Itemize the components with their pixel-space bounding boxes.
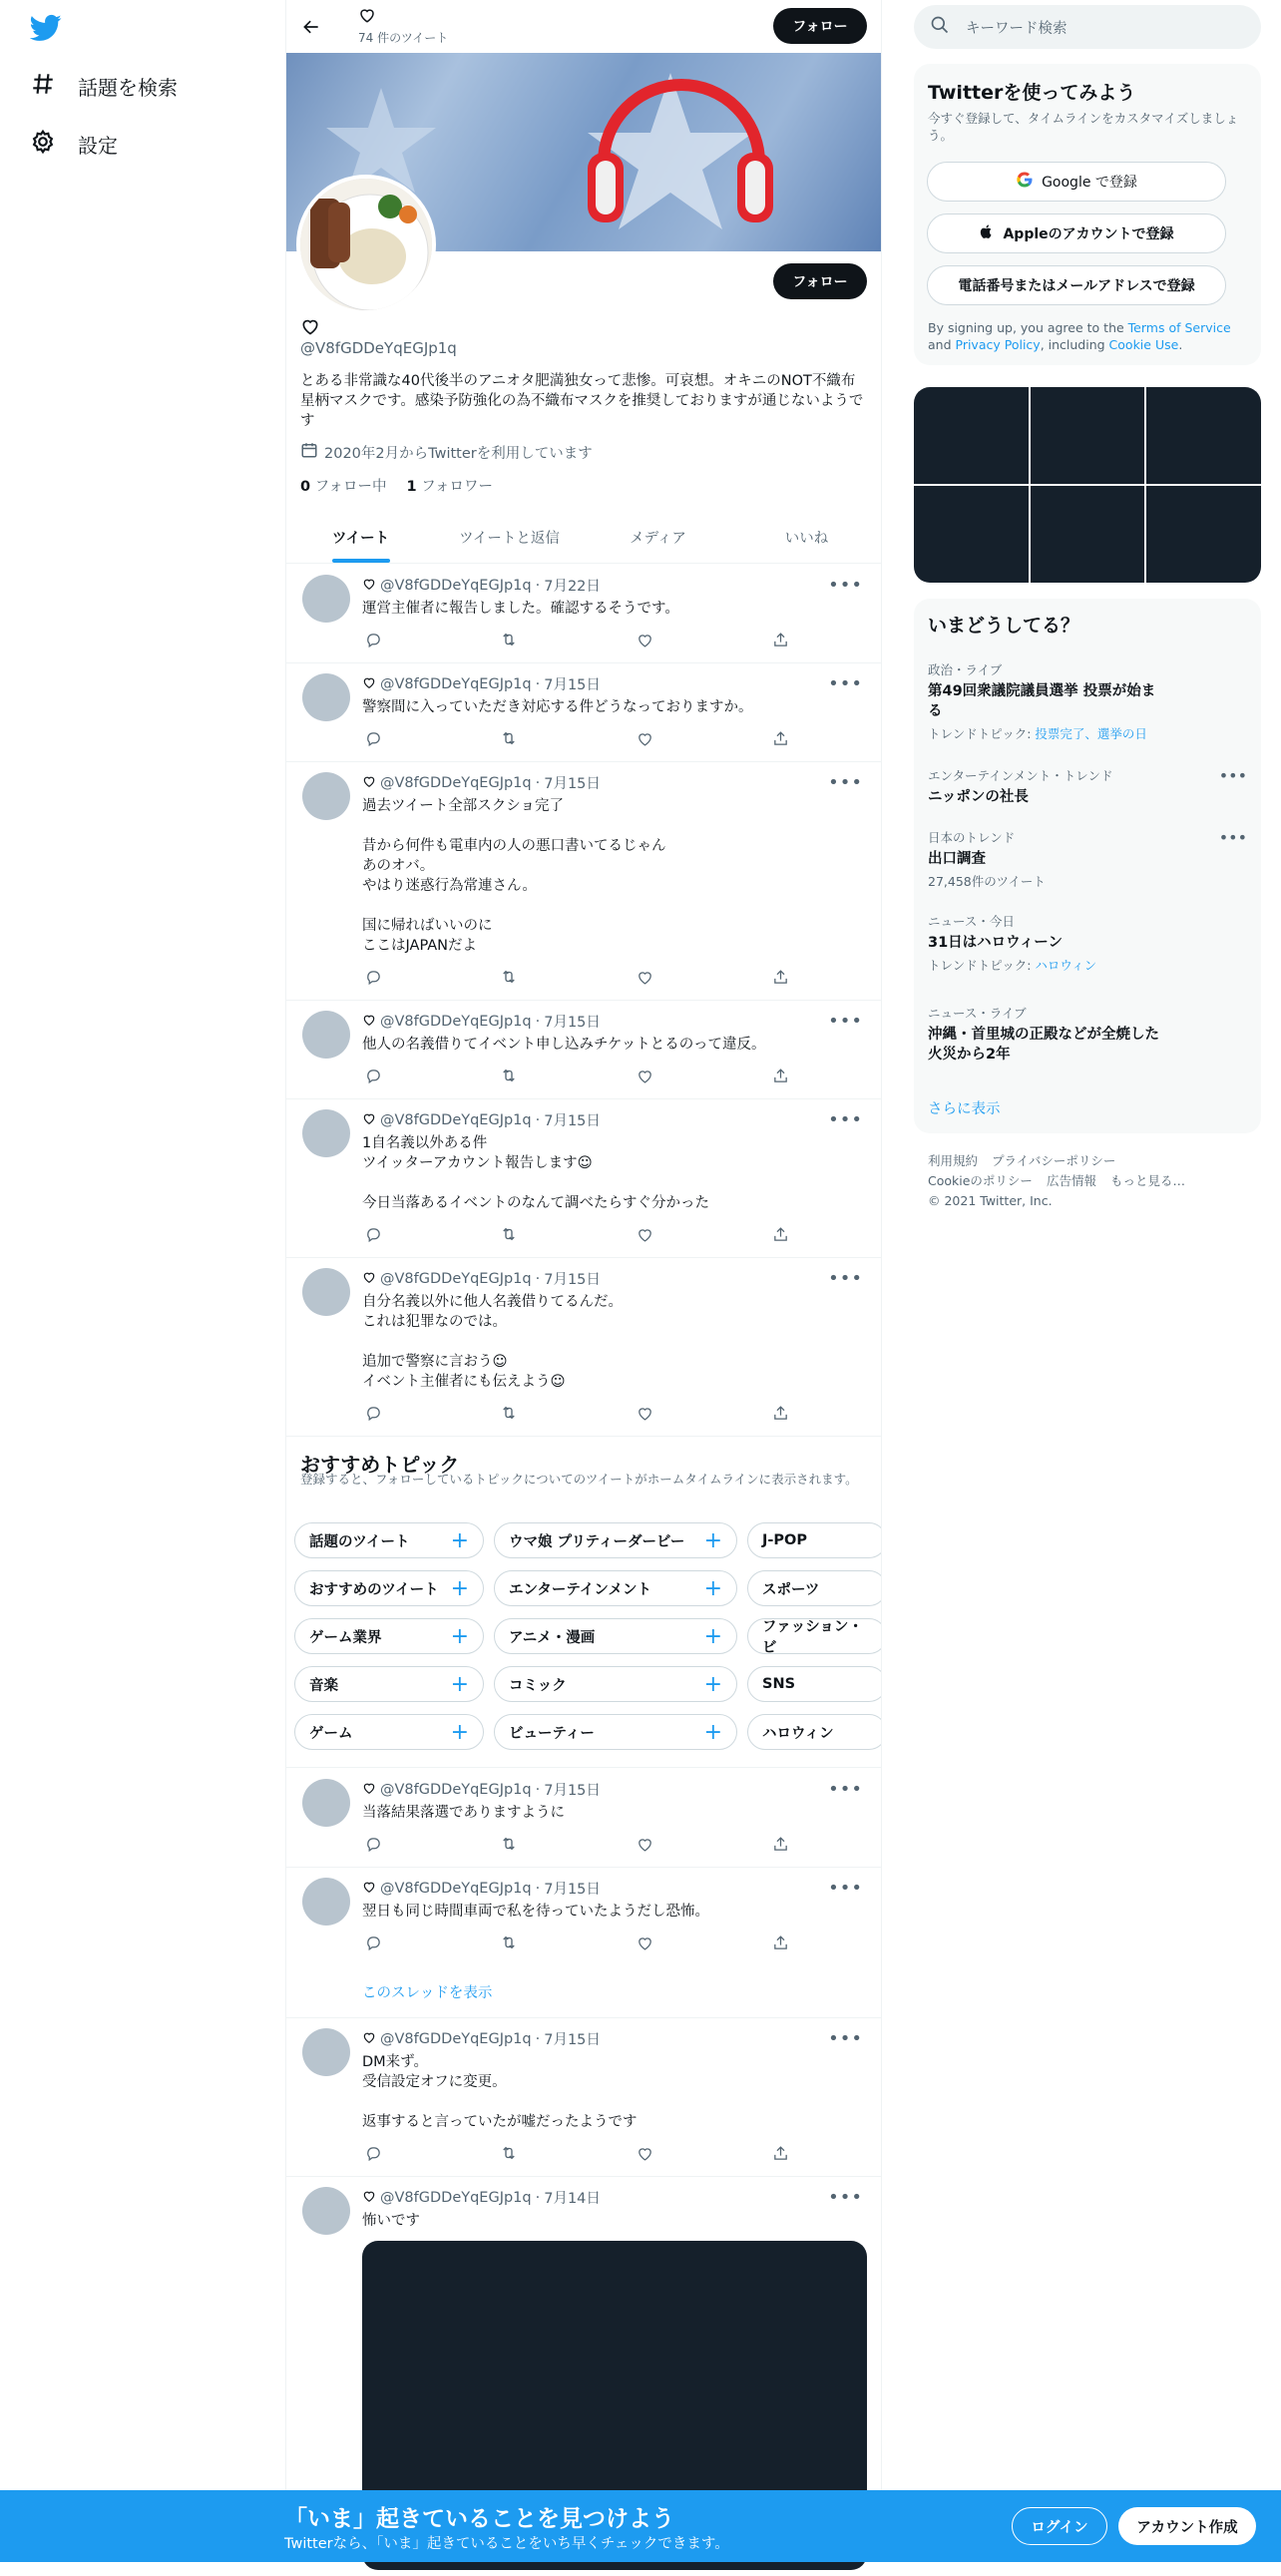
main-column: [285, 0, 882, 2562]
profile-handle: @V8fGDDeYqEGJp1q: [300, 339, 457, 357]
tweet[interactable]: [286, 762, 881, 1001]
tweet-text: 怖いです: [362, 2213, 420, 2229]
like-icon[interactable]: [634, 1402, 655, 1424]
tab-media[interactable]: メディア: [630, 530, 686, 547]
google-signup-label: Google で登録: [1042, 175, 1137, 191]
retweet-icon[interactable]: [498, 1065, 520, 1086]
retweet-icon[interactable]: [498, 1932, 520, 1953]
hashtag-icon: [30, 71, 56, 102]
topic-chip[interactable]: [747, 1714, 881, 1750]
back-arrow-icon[interactable]: [296, 12, 326, 42]
avatar[interactable]: [302, 1878, 350, 1926]
trends-title: いまどうしてる？: [928, 615, 1080, 637]
heart-name-icon: [362, 2189, 376, 2207]
gear-icon: [30, 129, 56, 160]
footer-link[interactable]: もっと見る…: [1109, 1173, 1185, 1188]
plus-icon[interactable]: +: [450, 1527, 469, 1553]
trends-card: [914, 599, 1261, 1133]
share-icon[interactable]: [769, 966, 791, 988]
tweet[interactable]: [286, 1099, 881, 1258]
tweet-date[interactable]: 7月15日: [544, 1272, 601, 1288]
nav-settings-label: 設定: [78, 133, 118, 158]
following-link[interactable]: 0 フォロー中: [300, 479, 387, 495]
avatar[interactable]: [302, 2028, 350, 2076]
more-icon[interactable]: •••: [828, 2028, 863, 2049]
topic-chip[interactable]: [294, 1570, 484, 1606]
tweet-date[interactable]: 7月14日: [544, 2191, 601, 2207]
topic-label: 音楽: [309, 1677, 338, 1694]
topic-chip[interactable]: [494, 1522, 737, 1558]
tweet-date[interactable]: 7月15日: [544, 677, 601, 693]
more-icon[interactable]: •••: [828, 2187, 863, 2208]
google-icon: [1016, 171, 1034, 193]
topic-label: アニメ・漫画: [509, 1629, 596, 1646]
more-icon[interactable]: •••: [1218, 828, 1247, 847]
reply-icon[interactable]: [362, 1932, 384, 1953]
trend-item[interactable]: ••• 日本のトレンド 出口調査 27,458件のツイート: [928, 828, 1247, 889]
topic-label: エンターテインメント: [509, 1581, 651, 1598]
like-icon[interactable]: [634, 1223, 655, 1245]
bottom-bar-subtitle: Twitterなら、「いま」起きていることをいち早くチェックできます。: [284, 2536, 729, 2552]
topic-chip[interactable]: [494, 1618, 737, 1654]
tweet-date[interactable]: 7月15日: [544, 1113, 601, 1129]
tweet-text: 警察間に入っていただき対応する件どうなっておりますか。: [362, 699, 753, 715]
retweet-icon[interactable]: [498, 1833, 520, 1855]
nav-settings[interactable]: [30, 124, 118, 164]
separator: ·: [535, 774, 541, 791]
topics-subtitle: 登録すると、フォローしているトピックについてのツイートがホームタイムラインに表示されます。: [300, 1472, 858, 1487]
separator: ·: [535, 1111, 541, 1128]
separator: ·: [535, 1781, 541, 1798]
signup-subtitle: 今すぐ登録して、タイムラインをカスタマイズしましょう。: [928, 111, 1239, 143]
tweet-header: [362, 1109, 601, 1130]
login-button[interactable]: ログイン: [1012, 2507, 1107, 2545]
share-icon[interactable]: [769, 2142, 791, 2164]
tweet-text: 当落結果落選でありますように: [362, 1805, 565, 1821]
tweet[interactable]: [286, 1868, 881, 2018]
reply-icon[interactable]: [362, 2142, 384, 2164]
tweet-date[interactable]: 7月15日: [544, 776, 601, 792]
tweet-date[interactable]: 7月15日: [544, 1882, 601, 1898]
cookie-link[interactable]: Cookie Use: [1108, 337, 1179, 352]
privacy-link[interactable]: Privacy Policy: [955, 337, 1041, 352]
heart-name-icon: [362, 675, 376, 693]
plus-icon[interactable]: +: [450, 1623, 469, 1649]
tweet-handle[interactable]: @V8fGDDeYqEGJp1q: [380, 1781, 532, 1798]
topic-label: スポーツ: [762, 1581, 820, 1598]
more-icon[interactable]: •••: [828, 1878, 863, 1899]
tweet-handle[interactable]: @V8fGDDeYqEGJp1q: [380, 2030, 532, 2047]
trend-item[interactable]: 政治・ライブ 第49回衆議院議員選挙 投票が始まる トレンドトピック: 投票完了、選挙の日: [928, 662, 1156, 741]
topic-chip[interactable]: [747, 1522, 881, 1558]
topic-label: 話題のツイート: [309, 1533, 410, 1550]
reply-icon[interactable]: [362, 1833, 384, 1855]
reply-icon[interactable]: [362, 966, 384, 988]
profile-joined: [300, 441, 593, 463]
nav-explore-label: 話題を検索: [78, 75, 178, 100]
media-thumb[interactable]: [914, 486, 1029, 583]
tweet-header: [362, 1268, 601, 1289]
plus-icon[interactable]: +: [703, 1671, 722, 1697]
heart-name-icon: [362, 1270, 376, 1288]
tweet-date[interactable]: 7月22日: [544, 579, 601, 595]
reply-icon[interactable]: [362, 629, 384, 650]
share-icon[interactable]: [769, 1932, 791, 1953]
tweet-header: [362, 575, 601, 596]
search-icon: [930, 15, 950, 39]
share-icon[interactable]: [769, 629, 791, 650]
like-icon[interactable]: [634, 2142, 655, 2164]
separator: ·: [535, 2189, 541, 2206]
signup-title: Twitterを使ってみよう: [928, 82, 1136, 104]
twitter-bird-icon[interactable]: [30, 12, 70, 44]
plus-icon[interactable]: +: [703, 1719, 722, 1745]
heart-name-icon: [362, 774, 376, 792]
tweet-text: 運営主催者に報告しました。確認するそうです。: [362, 601, 679, 617]
reply-icon[interactable]: [362, 727, 384, 749]
topic-label: ビューティー: [509, 1725, 595, 1742]
topic-label: ファッション・ビ: [762, 1619, 863, 1656]
like-icon[interactable]: [634, 727, 655, 749]
tweet-text: 過去ツイート全部スクショ完了 昔から何件も電車内の人の悪口書いてるじゃん あのオバ。 やはり迷惑行為常連さん。 国に帰ればいいのに ここはJAPANだよ: [362, 798, 666, 954]
media-thumb[interactable]: [1031, 486, 1145, 583]
avatar[interactable]: [302, 772, 350, 820]
footer-links: [928, 1151, 1247, 1211]
tweet-header: [362, 1779, 601, 1800]
tweet-handle[interactable]: @V8fGDDeYqEGJp1q: [380, 577, 532, 594]
topic-label: ハロウィン: [762, 1725, 834, 1742]
profile-header: [286, 0, 881, 53]
footer-link[interactable]: 広告情報: [1046, 1173, 1096, 1188]
separator: ·: [535, 1270, 541, 1287]
trend-item[interactable]: ニュース・ライブ 沖縄・首里城の正殿などが全焼した火災から2年: [928, 1006, 1159, 1063]
profile-tabs: [286, 511, 881, 564]
tweet-handle[interactable]: @V8fGDDeYqEGJp1q: [380, 1013, 532, 1030]
tweet-header: [362, 1878, 601, 1899]
separator: ·: [535, 1013, 541, 1030]
tweet-header: [362, 2187, 601, 2208]
tweet-text: 自分名義以外に他人名義借りてるんだ。 これは犯罪なのでは。 追加で警察に言おう☺ イベント主催者にも伝えよう☺: [362, 1294, 623, 1390]
left-nav: [0, 0, 285, 2562]
heart-name-icon: [362, 577, 376, 595]
trend-item[interactable]: ••• エンターテインメント・トレンド ニッポンの社長: [928, 766, 1247, 805]
avatar[interactable]: [302, 1109, 350, 1157]
bottom-bar-title: 「いま」起きていることを見つけよう: [284, 2506, 674, 2532]
tweet-actions: [362, 727, 791, 749]
like-icon[interactable]: [634, 1065, 655, 1086]
tweet-handle[interactable]: @V8fGDDeYqEGJp1q: [380, 2189, 532, 2206]
tweet-handle[interactable]: @V8fGDDeYqEGJp1q: [380, 1880, 532, 1897]
separator: ·: [535, 675, 541, 692]
show-more-link[interactable]: さらに表示: [928, 1101, 1001, 1117]
recommended-topics: [286, 1437, 881, 1768]
separator: ·: [535, 577, 541, 594]
tweet-header: [362, 772, 601, 793]
right-sidebar: [914, 0, 1263, 2562]
tab-tweets[interactable]: ツイート: [286, 511, 435, 563]
tweet-actions: [362, 1223, 791, 1245]
tweet[interactable]: [286, 1258, 881, 1437]
avatar[interactable]: [302, 673, 350, 721]
tweet[interactable]: [286, 565, 881, 663]
media-thumb[interactable]: [1146, 387, 1261, 484]
tweet-date[interactable]: 7月15日: [544, 2032, 601, 2048]
footer-link[interactable]: 利用規約: [928, 1153, 979, 1168]
heart-name-icon: [362, 2030, 376, 2048]
followers-link[interactable]: 1 フォロワー: [406, 479, 493, 495]
topic-label: J-POP: [762, 1532, 807, 1548]
topic-chip[interactable]: [494, 1570, 737, 1606]
header-follow-button[interactable]: フォロー: [773, 8, 867, 44]
tweet[interactable]: [286, 663, 881, 762]
topic-label: コミック: [509, 1677, 567, 1694]
heart-name-icon: [362, 1013, 376, 1031]
tweet-handle[interactable]: @V8fGDDeYqEGJp1q: [380, 1111, 532, 1128]
more-icon[interactable]: •••: [828, 772, 863, 793]
copyright: © 2021 Twitter, Inc.: [928, 1193, 1053, 1208]
tweet-actions: [362, 1833, 791, 1855]
signup-button[interactable]: アカウント作成: [1118, 2507, 1256, 2545]
topic-chip[interactable]: [747, 1618, 881, 1654]
nav-explore[interactable]: [30, 66, 178, 106]
share-icon[interactable]: [769, 1223, 791, 1245]
topic-label: ウマ娘 プリティーダービー: [509, 1533, 685, 1550]
plus-icon[interactable]: +: [703, 1527, 722, 1553]
google-signup-button[interactable]: [927, 162, 1226, 202]
topic-label: ゲーム: [309, 1725, 353, 1742]
media-grid: [914, 387, 1261, 583]
topic-chip[interactable]: [494, 1666, 737, 1702]
tweet[interactable]: [286, 1001, 881, 1099]
search-placeholder: キーワード検索: [966, 20, 1068, 37]
share-icon[interactable]: [769, 727, 791, 749]
retweet-icon[interactable]: [498, 727, 520, 749]
retweet-icon[interactable]: [498, 966, 520, 988]
footer-link[interactable]: プライバシーポリシー: [992, 1153, 1116, 1168]
share-icon[interactable]: [769, 1065, 791, 1086]
tweet-header: [362, 1011, 601, 1032]
tweet-handle[interactable]: @V8fGDDeYqEGJp1q: [380, 1270, 532, 1287]
share-icon[interactable]: [769, 1833, 791, 1855]
profile-follow-button[interactable]: フォロー: [773, 263, 867, 299]
plus-icon[interactable]: +: [703, 1575, 722, 1601]
calendar-icon: [300, 441, 318, 463]
email-signup-button[interactable]: 電話番号またはメールアドレスで登録: [927, 265, 1226, 305]
joined-text: 2020年2月からTwitterを利用しています: [324, 445, 593, 462]
reply-icon[interactable]: [362, 1402, 384, 1424]
tweet-text: 翌日も同じ時間車両で私を待っていたようだし恐怖。: [362, 1904, 709, 1920]
tweet-text: 1自名義以外ある件 ツイッターアカウント報告します☺ 今日当落あるイベントのなんて調べたらすぐ分かった: [362, 1135, 709, 1211]
avatar[interactable]: [302, 575, 350, 623]
signup-card: [914, 64, 1261, 365]
tweet[interactable]: [286, 2018, 881, 2177]
plus-icon[interactable]: +: [450, 1575, 469, 1601]
avatar[interactable]: [302, 2187, 350, 2235]
separator: ·: [535, 1880, 541, 1897]
like-icon[interactable]: [634, 1833, 655, 1855]
tweet-text: 他人の名義借りてイベント申し込みチケットとるのって違反。: [362, 1037, 766, 1053]
tweet-actions: [362, 2142, 791, 2164]
more-icon[interactable]: •••: [828, 1011, 863, 1032]
plus-icon[interactable]: +: [450, 1719, 469, 1745]
tweet-actions: [362, 966, 791, 988]
signup-legal: By signing up, you agree to the Terms of Service and Privacy Policy, including Cookie Use.: [928, 320, 1231, 352]
tweet[interactable]: [286, 1769, 881, 1868]
plus-icon[interactable]: +: [703, 1623, 722, 1649]
plus-icon[interactable]: +: [450, 1671, 469, 1697]
tweet-actions: [362, 629, 791, 650]
tab-likes[interactable]: いいね: [784, 530, 829, 547]
topic-chip[interactable]: [294, 1666, 484, 1702]
topic-label: SNS: [762, 1676, 796, 1692]
separator: ·: [535, 2030, 541, 2047]
more-icon[interactable]: •••: [828, 1268, 863, 1289]
apple-signup-button[interactable]: [927, 214, 1226, 253]
profile-name-heart-icon: [300, 316, 320, 336]
more-icon[interactable]: •••: [1218, 766, 1247, 785]
tab-tweets-replies[interactable]: ツイートと返信: [459, 530, 560, 547]
topic-chip[interactable]: [494, 1714, 737, 1750]
tweet-actions: [362, 1402, 791, 1424]
tweet-handle[interactable]: @V8fGDDeYqEGJp1q: [380, 675, 532, 692]
reply-icon[interactable]: [362, 1223, 384, 1245]
tweet-header: [362, 2028, 601, 2049]
search-box[interactable]: [914, 5, 1261, 49]
topic-chip[interactable]: [294, 1618, 484, 1654]
apple-signup-label: Appleのアカウントで登録: [1003, 226, 1174, 242]
heart-name-icon: [362, 1880, 376, 1898]
bottom-signup-bar: [0, 2490, 1281, 2562]
media-thumb[interactable]: [914, 387, 1029, 484]
topic-chip[interactable]: [747, 1666, 881, 1702]
topics-title: おすすめトピック: [300, 1453, 460, 1477]
profile-follow-stats: [300, 475, 493, 496]
more-icon[interactable]: •••: [828, 673, 863, 694]
topic-chip[interactable]: [294, 1522, 484, 1558]
retweet-icon[interactable]: [498, 2142, 520, 2164]
reply-icon[interactable]: [362, 1065, 384, 1086]
more-icon[interactable]: •••: [828, 1109, 863, 1130]
avatar[interactable]: [302, 1779, 350, 1827]
retweet-icon[interactable]: [498, 1223, 520, 1245]
media-thumb[interactable]: [1146, 486, 1261, 583]
more-icon[interactable]: •••: [828, 1779, 863, 1800]
apple-icon: [979, 223, 995, 243]
topic-label: おすすめのツイート: [309, 1581, 439, 1598]
profile-avatar[interactable]: [296, 175, 436, 314]
media-thumb[interactable]: [1031, 387, 1145, 484]
tweet-text: DM来ず。 受信設定オフに変更。 返事すると言っていたが嘘だったようです: [362, 2054, 638, 2130]
terms-link[interactable]: Terms of Service: [1127, 320, 1231, 335]
tweet-handle[interactable]: @V8fGDDeYqEGJp1q: [380, 774, 532, 791]
trend-item[interactable]: ニュース・今日 31日はハロウィーン トレンドトピック: ハロウィン: [928, 914, 1097, 973]
share-icon[interactable]: [769, 1402, 791, 1424]
like-icon[interactable]: [634, 629, 655, 650]
tweet-actions: [362, 1065, 791, 1086]
footer-link[interactable]: Cookieのポリシー: [928, 1173, 1033, 1188]
profile-bio: とある非常識な40代後半のアニオタ肥満独女って悲惨。可哀想。オキニのNOT不織布星柄マスクです。感染予防強化の為不織布マスクを推奨しておりますが通じないようです: [300, 373, 864, 429]
like-icon[interactable]: [634, 966, 655, 988]
topic-chip[interactable]: [747, 1570, 881, 1606]
heart-name-icon: [362, 1111, 376, 1129]
topic-chip[interactable]: [294, 1714, 484, 1750]
avatar[interactable]: [302, 1268, 350, 1316]
tweet-date[interactable]: 7月15日: [544, 1015, 601, 1031]
like-icon[interactable]: [634, 1932, 655, 1953]
heart-name-icon: [358, 6, 376, 24]
avatar[interactable]: [302, 1011, 350, 1059]
more-icon[interactable]: •••: [828, 575, 863, 596]
topic-label: ゲーム業界: [309, 1629, 382, 1646]
show-thread-link[interactable]: このスレッドを表示: [362, 1985, 493, 2001]
tweet-date[interactable]: 7月15日: [544, 1783, 601, 1799]
retweet-icon[interactable]: [498, 629, 520, 650]
tweet-count: 74 件のツイート: [358, 31, 449, 45]
tweet-header: [362, 673, 601, 694]
retweet-icon[interactable]: [498, 1402, 520, 1424]
heart-name-icon: [362, 1781, 376, 1799]
tweet-actions: [362, 1932, 791, 1953]
